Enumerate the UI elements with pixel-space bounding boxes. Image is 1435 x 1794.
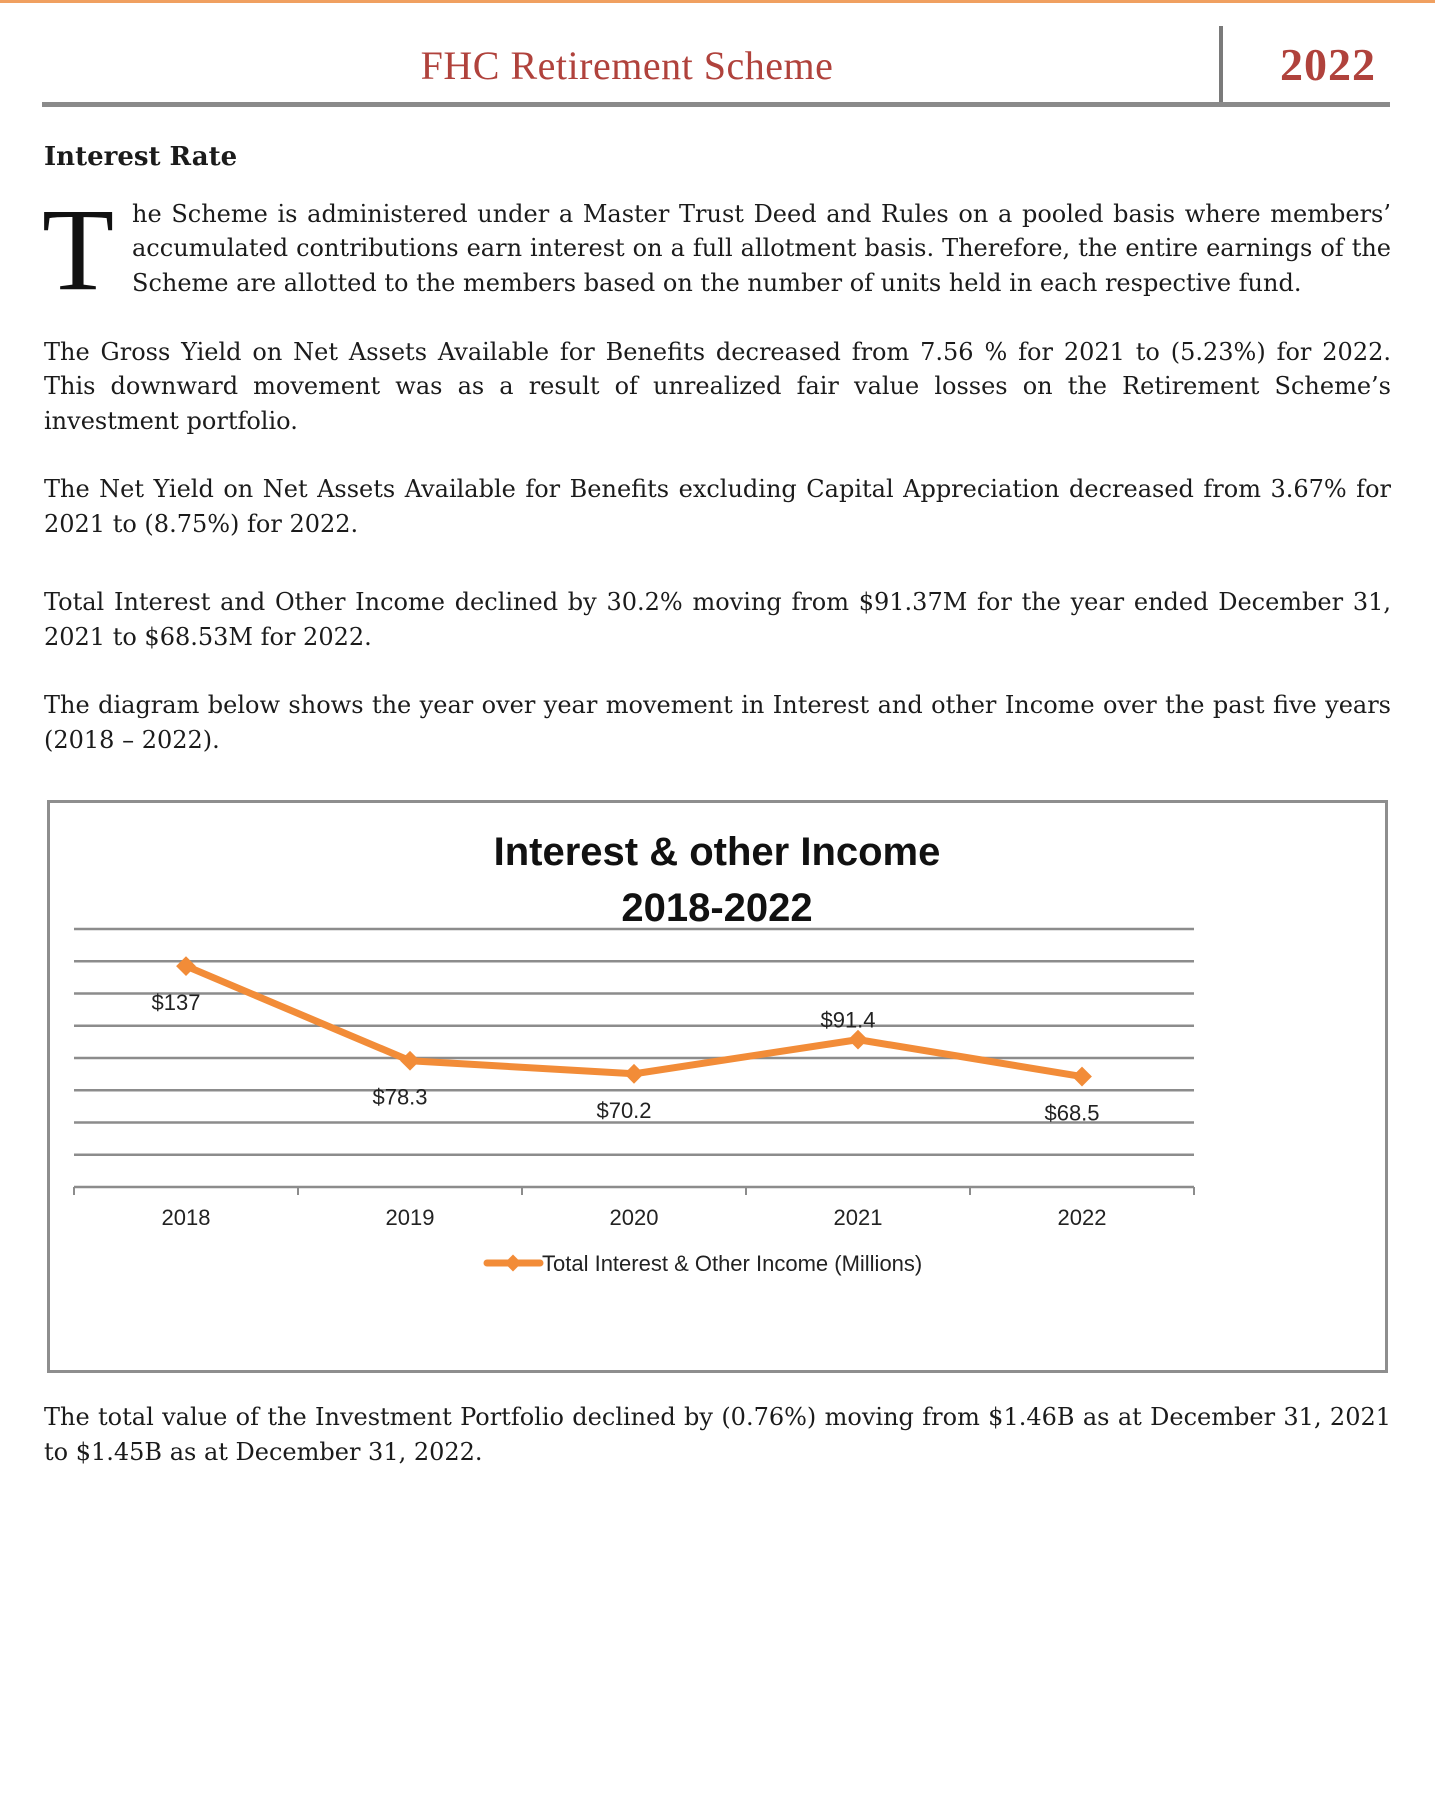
- page-header: [42, 26, 1390, 108]
- data-label-2019: $78.3: [372, 1084, 428, 1110]
- chart-title-line-2: 2018-2022: [621, 886, 813, 930]
- chart-legend: [487, 1251, 922, 1276]
- x-tick-label-2020: 2020: [609, 1205, 659, 1230]
- intro-paragraph: [42, 183, 1391, 315]
- data-point-2018: [176, 956, 196, 976]
- x-tick-label-2018: 2018: [161, 1205, 211, 1230]
- income-chart: [47, 800, 1388, 1373]
- portfolio-paragraph: The total value of the Investment Portfolio declined by (0.76%) moving from $1.46B as at December 31, 2021 to $1.45B as at December 31, 2022.: [44, 1403, 1391, 1466]
- data-point-2021: [848, 1030, 868, 1050]
- total-interest-paragraph: Total Interest and Other Income declined by 30.2% moving from $91.37M for the year ended December 31, 2021 to $68.53M for 2022.: [44, 588, 1391, 651]
- data-label-2018: $137: [151, 990, 201, 1016]
- document-title: FHC Retirement Scheme: [420, 43, 834, 88]
- section-heading: Interest Rate: [44, 142, 238, 172]
- intro-text: he Scheme is administered under a Master Trust Deed and Rules on a pooled basis where members’ accumulated contributions earn interest on a full allotment basis. Therefore, the entire earnings of the Scheme are allotted to the members based on the number of units held in each respective fund.: [132, 199, 1391, 297]
- x-tick-label-2022: 2022: [1057, 1205, 1107, 1230]
- gross-yield-paragraph: The Gross Yield on Net Assets Available for Benefits decreased from 7.56 % for 2021 to (5.23%) for 2022. This downward movement was as a result of unrealized fair value losses on the Retirement Scheme’s investment portfolio.: [44, 337, 1391, 435]
- diagram-intro-paragraph: The diagram below shows the year over year movement in Interest and other Income over the past five years (2018 – 2022).: [44, 691, 1391, 754]
- document-year: 2022: [1280, 39, 1376, 90]
- main-content: [44, 140, 1391, 757]
- legend-marker-icon: [505, 1255, 522, 1272]
- series-line: [186, 966, 1082, 1076]
- header-divider: [1219, 26, 1223, 102]
- drop-cap: T: [42, 183, 115, 315]
- header-rule: [42, 102, 1390, 107]
- chart-title-line-1: Interest & other Income: [493, 830, 941, 874]
- data-label-2020: $70.2: [596, 1097, 652, 1123]
- legend-label: Total Interest & Other Income (Millions): [542, 1251, 923, 1276]
- top-accent-rule: [0, 0, 1435, 3]
- data-point-2022: [1072, 1067, 1092, 1087]
- data-label-2022: $68.5: [1044, 1100, 1100, 1126]
- income-chart-svg: [50, 803, 1385, 1370]
- x-tick-label-2019: 2019: [385, 1205, 435, 1230]
- x-tick-label-2021: 2021: [833, 1205, 883, 1230]
- data-point-2020: [624, 1064, 644, 1084]
- data-label-2021: $91.4: [820, 1007, 876, 1033]
- net-yield-paragraph: The Net Yield on Net Assets Available for Benefits excluding Capital Appreciation decreased from 3.67% for 2021 to (8.75%) for 2022.: [44, 475, 1391, 538]
- data-point-2019: [400, 1051, 420, 1071]
